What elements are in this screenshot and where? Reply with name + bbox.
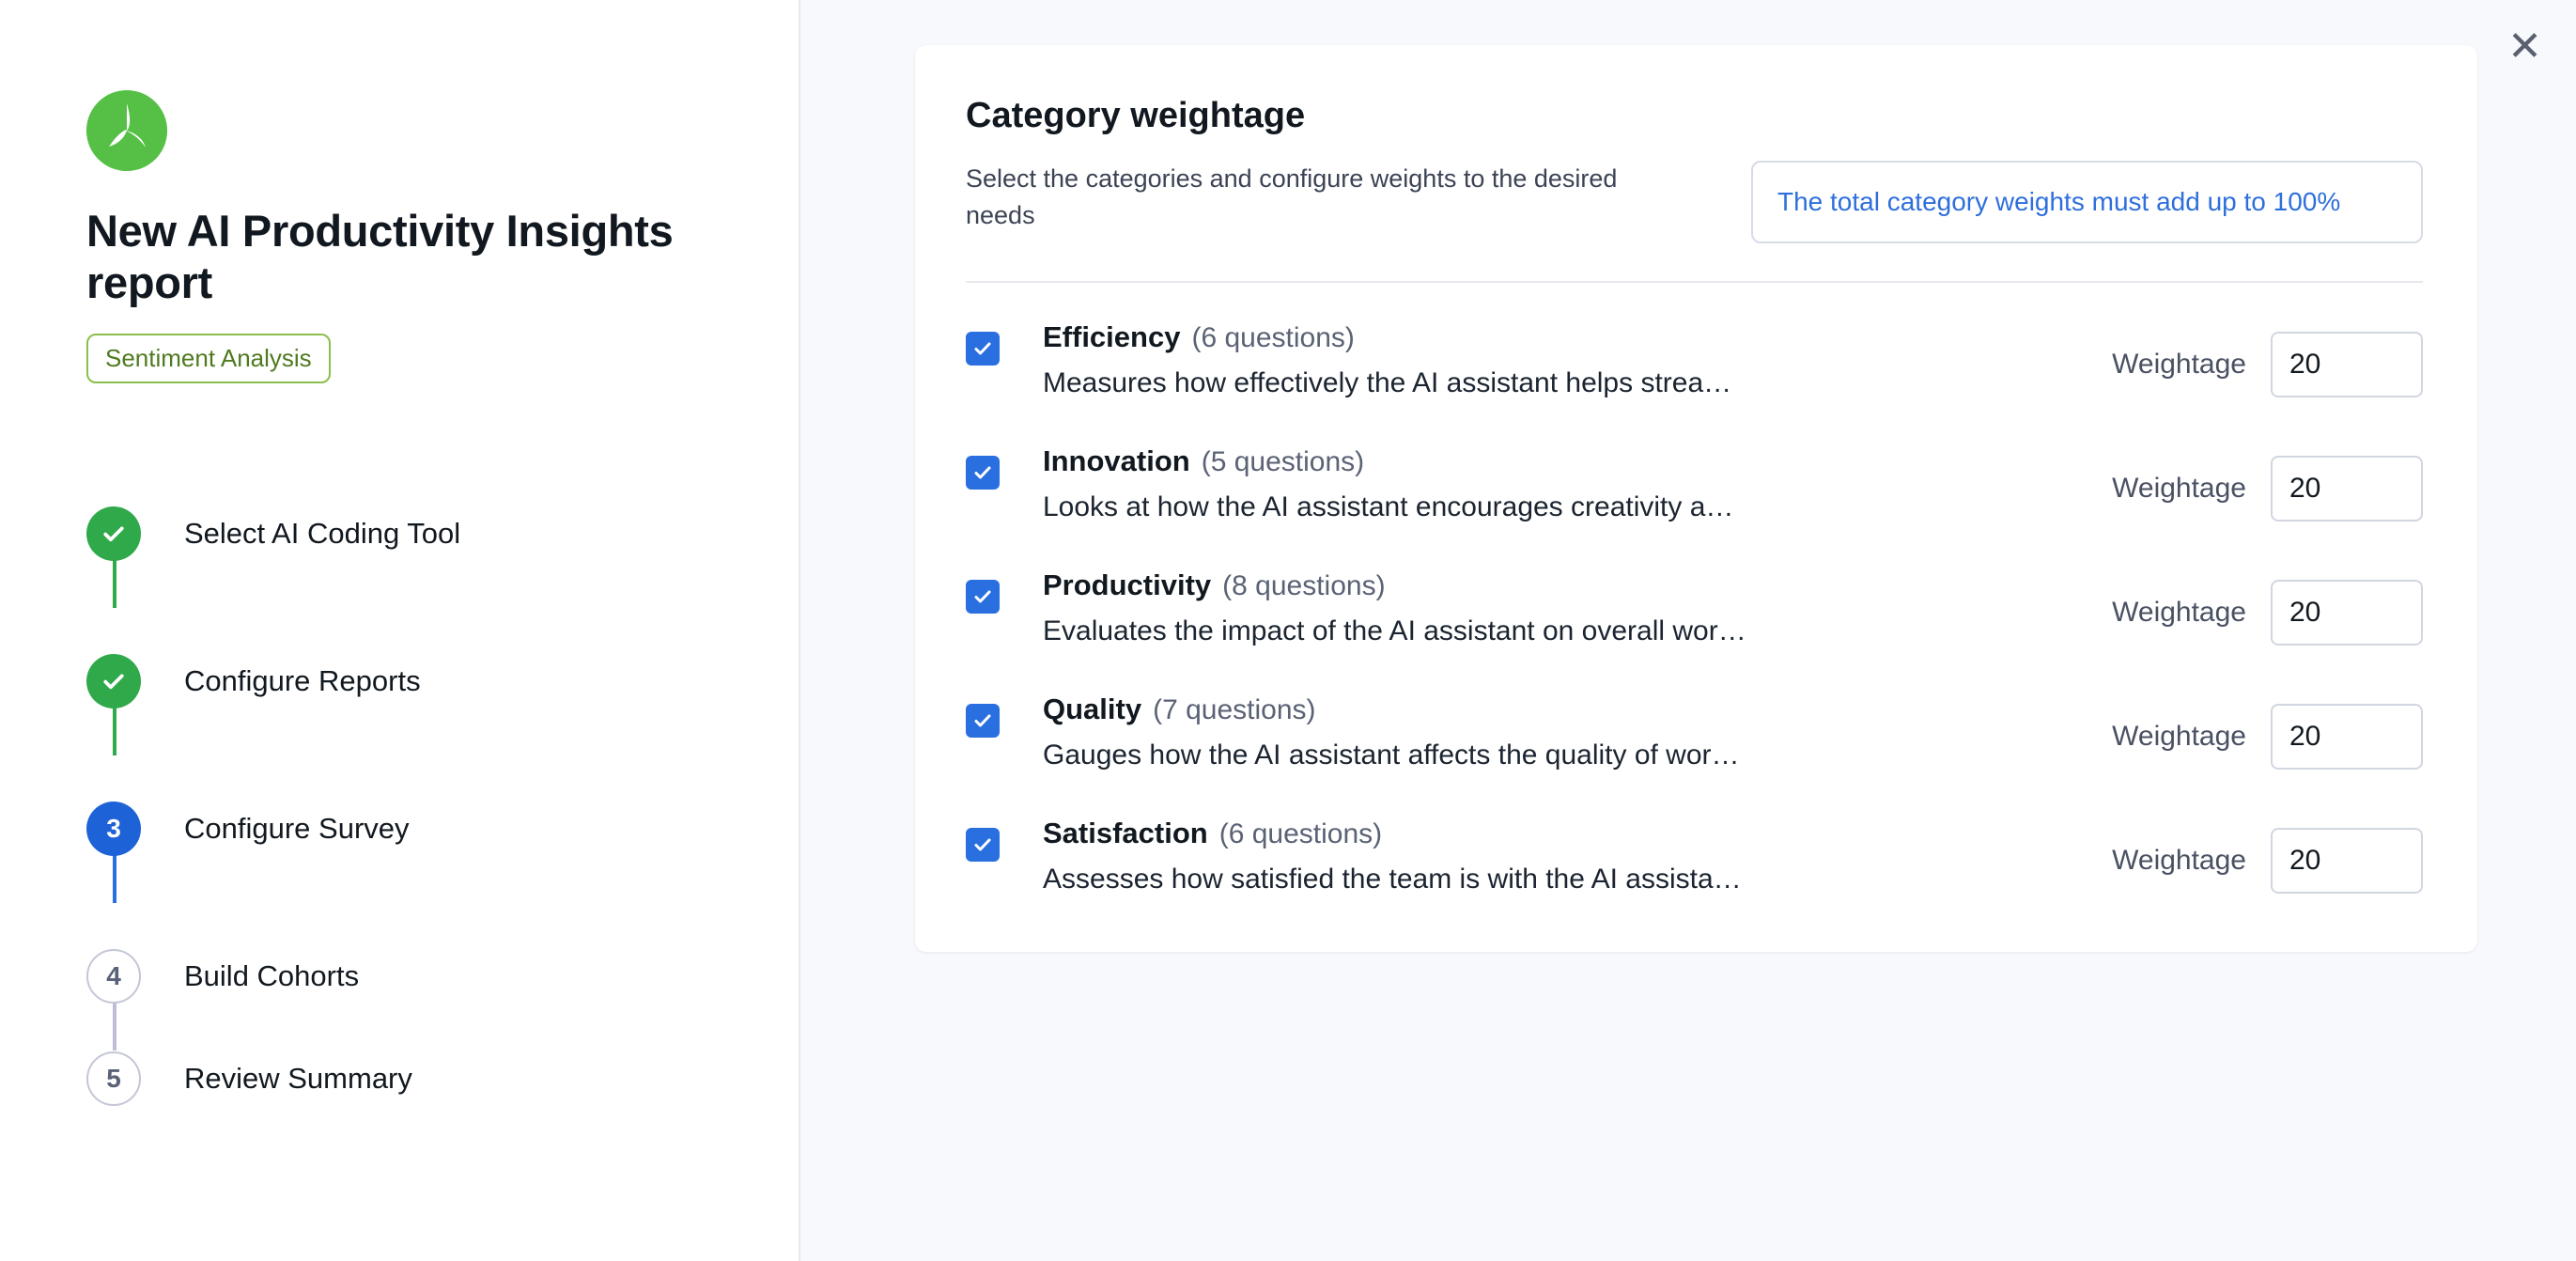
sidebar-item-configure-reports[interactable] [86, 608, 799, 755]
category-name: Quality [1043, 692, 1142, 725]
category-question-count: (5 questions) [1201, 445, 1365, 477]
step-label: Select AI Coding Tool [184, 517, 461, 551]
weight-label: Weightage [2112, 348, 2246, 380]
category-question-count: (8 questions) [1222, 569, 1386, 601]
weight-label: Weightage [2112, 720, 2246, 752]
category-name: Innovation [1043, 444, 1190, 477]
list-item [966, 788, 2423, 912]
weight-control [2112, 693, 2423, 770]
step-number: 4 [86, 949, 141, 1004]
category-description: Evaluates the impact of the AI assistant on overall wor… [1043, 615, 1746, 646]
close-icon[interactable]: ✕ [2507, 23, 2542, 70]
category-title [1043, 693, 2089, 726]
step-label: Review Summary [184, 1061, 412, 1095]
status-badge: Sentiment Analysis [86, 334, 331, 383]
category-title [1043, 320, 2089, 354]
category-description: Measures how effectively the AI assistant helps strea… [1043, 366, 1732, 398]
category-body [1043, 320, 2089, 399]
main-panel [800, 0, 2576, 1261]
weight-input-efficiency[interactable] [2271, 332, 2423, 397]
category-question-count: (6 questions) [1191, 321, 1355, 353]
sidebar [0, 0, 800, 1261]
list-item [966, 540, 2423, 664]
weight-label: Weightage [2112, 596, 2246, 628]
category-checkbox-productivity[interactable] [966, 580, 1000, 614]
category-body [1043, 568, 2089, 647]
weight-control [2112, 320, 2423, 397]
category-title [1043, 817, 2089, 850]
category-body [1043, 693, 2089, 771]
card-subtitle: Select the categories and configure weights to the desired needs [966, 164, 1618, 230]
category-body [1043, 817, 2089, 895]
weight-label: Weightage [2112, 472, 2246, 504]
category-checkbox-innovation[interactable] [966, 456, 1000, 490]
divider [966, 281, 2423, 283]
weight-input-quality[interactable] [2271, 704, 2423, 770]
sidebar-item-select-ai-coding-tool[interactable] [86, 460, 799, 608]
category-checkbox-satisfaction[interactable] [966, 828, 1000, 862]
step-label: Configure Survey [184, 812, 410, 846]
page-title: New AI Productivity Insights report [86, 206, 674, 308]
category-question-count: (7 questions) [1153, 693, 1316, 725]
category-name: Efficiency [1043, 319, 1181, 353]
list-item [966, 416, 2423, 540]
step-label: Configure Reports [184, 664, 421, 698]
list-item [966, 292, 2423, 416]
weight-input-innovation[interactable] [2271, 456, 2423, 522]
category-checkbox-quality[interactable] [966, 704, 1000, 738]
weight-control [2112, 568, 2423, 646]
card-title: Category weightage [966, 96, 1306, 135]
category-body [1043, 444, 2089, 523]
step-number: 5 [86, 1051, 141, 1106]
category-title [1043, 444, 2089, 478]
sidebar-item-build-cohorts[interactable] [86, 903, 799, 1051]
weight-control [2112, 444, 2423, 522]
weight-label: Weightage [2112, 844, 2246, 876]
category-title [1043, 568, 2089, 602]
step-label: Build Cohorts [184, 959, 360, 993]
card-header [966, 161, 2423, 243]
total-weight-notice: The total category weights must add up to 100% [1751, 161, 2423, 243]
category-name: Satisfaction [1043, 816, 1208, 849]
sidebar-item-review-summary[interactable] [86, 1051, 799, 1107]
category-checkbox-efficiency[interactable] [966, 332, 1000, 366]
category-name: Productivity [1043, 568, 1212, 601]
step-number: 3 [86, 802, 141, 856]
category-question-count: (6 questions) [1218, 817, 1383, 849]
list-item [966, 664, 2423, 788]
category-weightage-card [915, 45, 2477, 952]
check-icon [86, 506, 141, 561]
weight-input-productivity[interactable] [2271, 580, 2423, 646]
category-description: Assesses how satisfied the team is with the AI assista… [1043, 863, 1742, 895]
weight-control [2112, 817, 2423, 894]
check-icon [86, 654, 141, 708]
weight-input-satisfaction[interactable] [2271, 828, 2423, 894]
category-list [966, 292, 2423, 912]
sidebar-item-configure-survey[interactable] [86, 755, 799, 903]
category-description: Looks at how the AI assistant encourages creativity a… [1043, 490, 1734, 522]
step-progress [86, 460, 799, 1107]
leaf-logo-icon [86, 90, 167, 171]
category-description: Gauges how the AI assistant affects the quality of wor… [1043, 739, 1740, 771]
